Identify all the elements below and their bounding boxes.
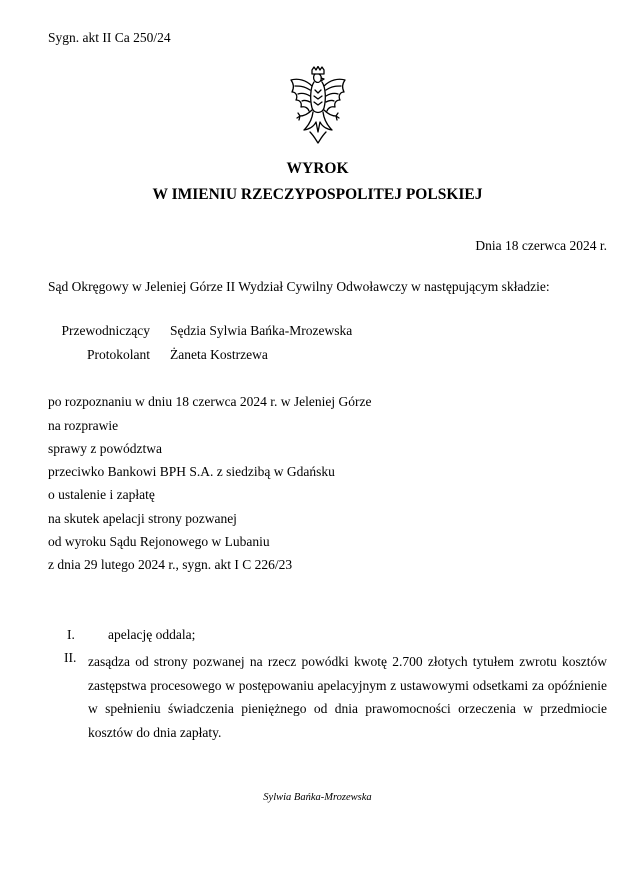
proceedings-line: przeciwko Bankowi BPH S.A. z siedzibą w Gdańsku (48, 464, 335, 479)
judgment-subtitle: W IMIENIU RZECZYPOSPOLITEJ POLSKIEJ (152, 186, 483, 203)
proceedings-line: z dnia 29 lutego 2024 r., sygn. akt I C 226/23 (48, 557, 293, 572)
proceedings-line: na rozprawie (48, 418, 119, 433)
panel-role-clerk: Protokolant (87, 347, 150, 362)
case-signature: Sygn. akt II Ca 250/24 (48, 30, 171, 45)
proceedings-line: sprawy z powództwa (48, 441, 162, 456)
ruling-numeral: I. (67, 627, 75, 642)
proceedings-line: o ustalenie i zapłatę (48, 487, 155, 502)
judgment-date: Dnia 18 czerwca 2024 r. (475, 238, 607, 253)
signer-name: Sylwia Bańka-Mrozewska (263, 792, 372, 803)
panel-role-presiding: Przewodniczący (61, 323, 150, 338)
proceedings-line: od wyroku Sądu Rejonowego w Lubaniu (48, 534, 270, 549)
ruling-text: zasądza od strony pozwanej na rzecz powódki kwotę 2.700 złotych tytułem zwrotu kosztów zastępstwa procesowego w postępowaniu apelacyjnym z ustawowymi odsetkami za opóźnienie w spełnieniu świadczenia pieniężnego od dnia prawomocności orzeczenia w przedmiocie kosztów do dnia zapłaty. (88, 654, 607, 740)
panel-person-clerk: Żaneta Kostrzewa (170, 347, 268, 362)
ruling-numeral: II. (64, 650, 77, 665)
polish-eagle-icon (288, 66, 348, 144)
judgment-title: WYROK (286, 160, 349, 177)
panel-person-presiding: Sędzia Sylwia Bańka-Mrozewska (170, 323, 353, 338)
ruling-text: apelację oddala; (108, 627, 196, 642)
proceedings-line: po rozpoznaniu w dniu 18 czerwca 2024 r. w Jeleniej Górze (48, 394, 372, 409)
court-composition: Sąd Okręgowy w Jeleniej Górze II Wydział Cywilny Odwoławczy w następującym składzie: (48, 279, 550, 294)
proceedings-line: na skutek apelacji strony pozwanej (48, 511, 237, 526)
